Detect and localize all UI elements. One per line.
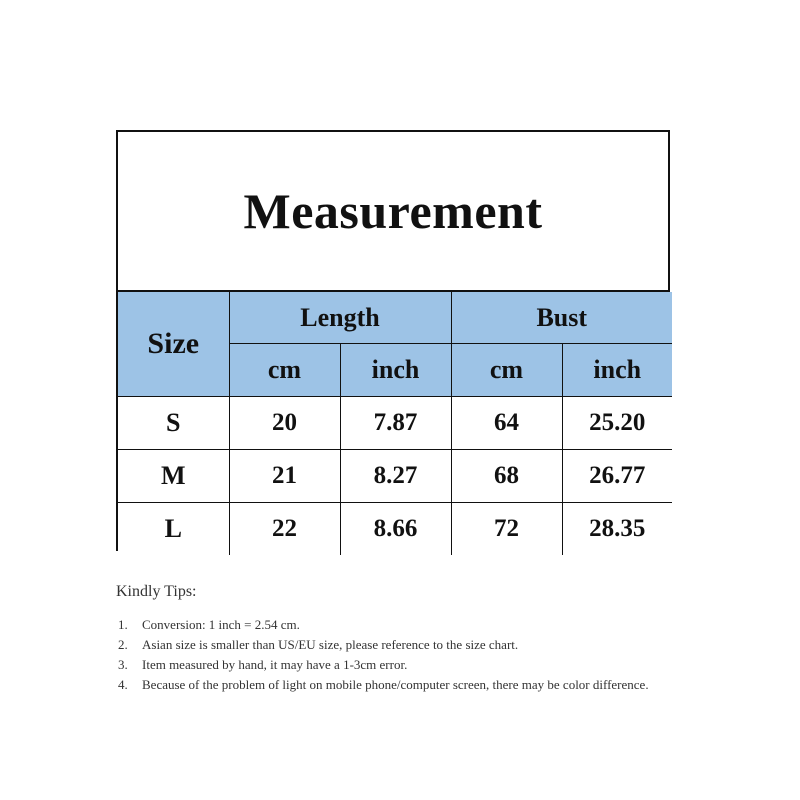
bust-inch-cell: 26.77 xyxy=(562,450,672,503)
kindly-tips xyxy=(116,583,736,695)
length-cm-cell: 22 xyxy=(229,503,340,556)
size-cell: S xyxy=(118,397,229,450)
chart-title-area xyxy=(118,132,668,292)
tips-title: Kindly Tips: xyxy=(116,583,197,600)
bust-inch-header: inch xyxy=(562,344,672,397)
bust-cm-header: cm xyxy=(451,344,562,397)
list-item xyxy=(116,635,736,655)
length-inch-header: inch xyxy=(340,344,451,397)
tip-text: Because of the problem of light on mobile phone/computer screen, there may be color difference. xyxy=(142,677,649,692)
length-inch-cell: 8.27 xyxy=(340,450,451,503)
length-cm-cell: 20 xyxy=(229,397,340,450)
tip-number: 2. xyxy=(118,637,128,652)
tip-number: 4. xyxy=(118,677,128,692)
length-header: Length xyxy=(229,292,451,344)
list-item xyxy=(116,615,736,635)
size-cell: M xyxy=(118,450,229,503)
tips-list xyxy=(116,615,736,695)
list-item xyxy=(116,655,736,675)
tip-number: 3. xyxy=(118,657,128,672)
size-chart xyxy=(116,130,670,551)
tip-text: Item measured by hand, it may have a 1-3cm error. xyxy=(142,657,408,672)
bust-cm-cell: 64 xyxy=(451,397,562,450)
size-cell: L xyxy=(118,503,229,556)
size-header: Size xyxy=(118,292,229,397)
tip-number: 1. xyxy=(118,617,128,632)
tip-text: Conversion: 1 inch = 2.54 cm. xyxy=(142,617,300,632)
length-inch-cell: 8.66 xyxy=(340,503,451,556)
table-row xyxy=(118,450,672,503)
bust-inch-cell: 28.35 xyxy=(562,503,672,556)
header-row-groups xyxy=(118,292,672,344)
table-row xyxy=(118,397,672,450)
bust-cm-cell: 68 xyxy=(451,450,562,503)
bust-header: Bust xyxy=(451,292,672,344)
chart-title: Measurement xyxy=(243,183,543,239)
size-table xyxy=(118,292,672,555)
tip-text: Asian size is smaller than US/EU size, please reference to the size chart. xyxy=(142,637,519,652)
bust-inch-cell: 25.20 xyxy=(562,397,672,450)
length-inch-cell: 7.87 xyxy=(340,397,451,450)
list-item xyxy=(116,675,736,695)
table-row xyxy=(118,503,672,556)
length-cm-cell: 21 xyxy=(229,450,340,503)
length-cm-header: cm xyxy=(229,344,340,397)
bust-cm-cell: 72 xyxy=(451,503,562,556)
